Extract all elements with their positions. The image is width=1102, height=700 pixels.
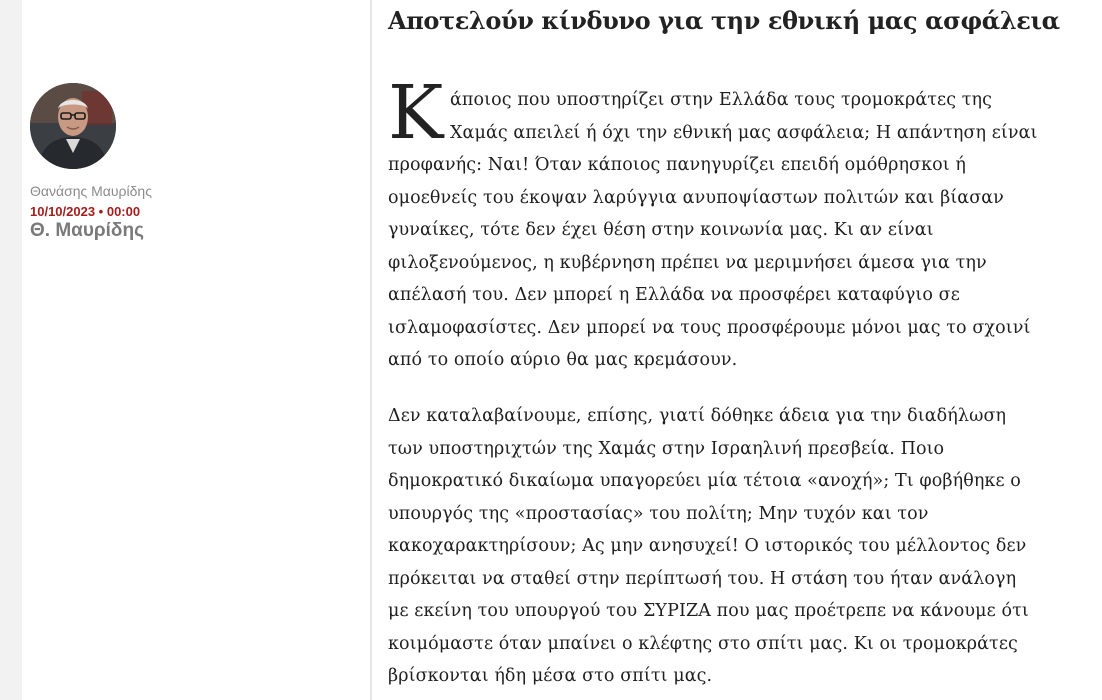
dropcap-container bbox=[388, 70, 448, 156]
author-short-name[interactable]: Θ. Μαυρίδης bbox=[30, 220, 144, 241]
paragraph-line: υπουργός της «προστασίας» του πολίτη; Μην τυχόν και τον bbox=[388, 503, 929, 524]
article-paragraph-2 bbox=[388, 400, 1088, 693]
paragraph-line: από το οποίο αύριο θα μας κρεμάσουν. bbox=[388, 350, 738, 370]
paragraph-line: των υποστηριχτών της Χαμάς στην Ισραηλινή πρεσβεία. Ποιο bbox=[388, 438, 945, 459]
paragraph-line: δημοκρατικό δικαίωμα υπαγορεύει μία τέτοια «ανοχή»; Τι φοβήθηκε ο bbox=[388, 471, 1021, 491]
paragraph-line: κακοχαρακτηρίσουν; Ας μην ανησυχεί! Ο ιστορικός του μέλλοντος δεν bbox=[388, 536, 1027, 556]
post-date: 10/10/2023 • 00:00 bbox=[30, 204, 141, 219]
paragraph-line: Δεν καταλαβαίνουμε, επίσης, γιατί δόθηκε άδεια για την διαδήλωση bbox=[388, 406, 1007, 426]
paragraph-line: ομοεθνείς του έκοψαν λαρύγγια ανυποψίαστων πολιτών και βίασαν bbox=[388, 187, 1004, 208]
paragraph-line: βρίσκονται ήδη μέσα στο σπίτι μας. bbox=[388, 666, 713, 686]
author-avatar[interactable] bbox=[30, 83, 116, 169]
author-full-name[interactable]: Θανάσης Μαυρίδης bbox=[30, 183, 152, 199]
article-headline: Αποτελούν κίνδυνο για την εθνική μας ασφάλεια bbox=[388, 6, 1060, 35]
paragraph-line: πρόκειται να σταθεί στην περίπτωσή του. Η στάση του ήταν ανάλογη bbox=[388, 568, 1017, 589]
paragraph-line: άποιος που υποστηρίζει στην Ελλάδα τους τρομοκράτες της bbox=[450, 90, 993, 110]
paragraph-line: προφανής: Ναι! Όταν κάποιος πανηγυρίζει επειδή ομόθρησκοι ή bbox=[388, 155, 966, 175]
left-gutter bbox=[0, 0, 22, 700]
paragraph-line: Χαμάς απειλεί ή όχι την εθνική μας ασφάλεια; Η απάντηση είναι bbox=[450, 122, 1038, 143]
paragraph-line: κοιμόμαστε όταν μπαίνει ο κλέφτης στο σπίτι μας. Κι οι τρομοκράτες bbox=[388, 633, 1018, 654]
column-divider bbox=[370, 0, 372, 700]
article-paragraph-1 bbox=[388, 84, 1088, 377]
paragraph-line: γυναίκες, τότε δεν έχει θέση στην κοινωνία μας. Κι αν είναι bbox=[388, 220, 934, 240]
paragraph-line: απέλασή του. Δεν μπορεί η Ελλάδα να προσφέρει καταφύγιο σε bbox=[388, 285, 960, 305]
paragraph-line: με εκείνη του υπουργού του ΣΥΡΙΖΑ που μας προέτρεπε να κάνουμε ότι bbox=[388, 601, 1029, 621]
paragraph-line: φιλοξενούμενος, η κυβέρνηση πρέπει να μεριμνήσει άμεσα για την bbox=[388, 252, 987, 273]
paragraph-line: ισλαμοφασίστες. Δεν μπορεί να τους προσφέρουμε μόνοι μας το σχοινί bbox=[388, 317, 1031, 338]
dropcap-letter: Κ bbox=[388, 70, 444, 156]
